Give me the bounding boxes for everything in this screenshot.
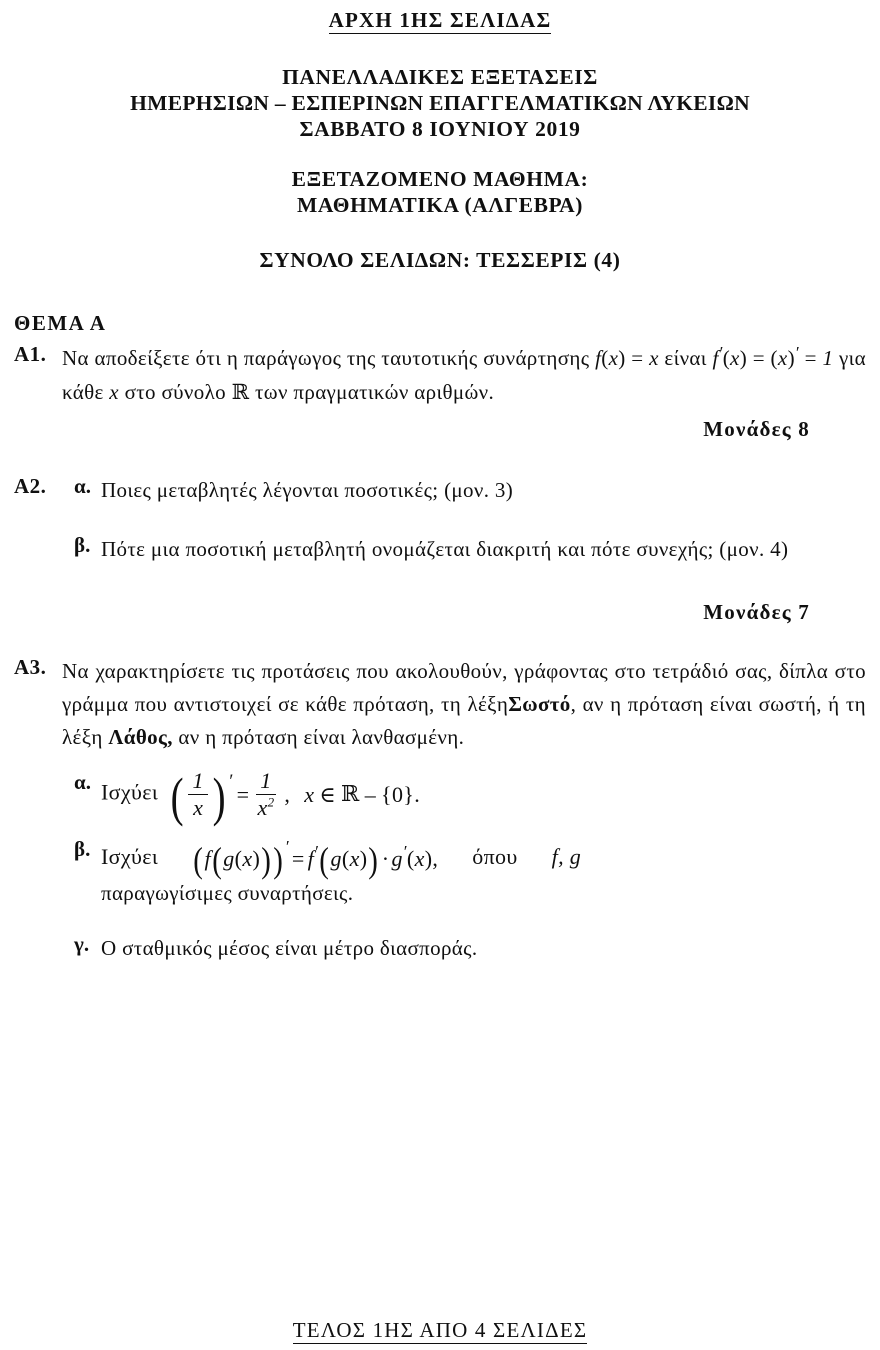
a1-text-part1: Να αποδείξετε ότι η παράγωγος της ταυτοτικής συνάρτησης: [62, 346, 590, 370]
a3-item-b-continuation: παραγωγίσιμες συναρτήσεις.: [101, 880, 354, 905]
a1-text-part4: στο σύνολο: [124, 380, 226, 404]
question-a2-item-b: [74, 533, 866, 566]
period-mark: .: [414, 781, 421, 807]
question-a1-text: [62, 342, 866, 409]
a1-text-part3: για κάθε: [62, 346, 866, 404]
page-end-label: ΤΕΛΟΣ 1ΗΣ ΑΠΟ 4 ΣΕΛΙΔΕΣ: [292, 1318, 588, 1342]
title-line-subject-name: ΜΑΘΗΜΑΤΙΚΑ (ΑΛΓΕΒΡΑ): [296, 193, 583, 217]
a3-intro-part3: αν η πρόταση είναι λανθασμένη.: [178, 725, 465, 749]
a3-item-b-where: όπου: [472, 844, 518, 869]
comma-separator: ,: [284, 781, 291, 807]
question-a3-item-b-body: [101, 837, 866, 910]
a1-symbol-reals: ℝ: [231, 380, 250, 404]
fraction-one-over-x-squared: $\frac{1}{x^2}$: [257, 768, 275, 820]
minus-sign: –: [364, 781, 377, 807]
question-a2-item-a-label: α.: [74, 474, 91, 498]
question-a3-intro: [62, 655, 866, 754]
a3-item-b-formula-row: [101, 837, 866, 879]
reals-symbol: ℝ: [341, 781, 360, 807]
question-a3-item-b: [74, 837, 866, 910]
a1-text-part5: των πραγματικών αριθμών.: [255, 380, 495, 404]
element-of-icon: ∈: [319, 781, 337, 807]
a3-intro-part2: , αν η πρόταση είναι σωστή, ή τη λέξη: [62, 692, 866, 749]
question-a3-label: Α3.: [14, 655, 47, 679]
question-a2: [14, 474, 866, 625]
a1-variable-x: x: [109, 380, 119, 404]
question-a3-item-b-label: β.: [74, 837, 91, 861]
question-a2-item-b-label: β.: [74, 533, 91, 557]
question-a3-item-c-label: γ.: [74, 931, 90, 956]
question-a1-marks: Μονάδες 8: [703, 417, 810, 441]
prime-symbol: ′: [228, 770, 233, 792]
a3-item-b-formula-chain-rule: ( f ( g ( x ) ) ) ′ = f ′ ( g ( x ) ) · g ′ ( x ),: [193, 836, 439, 880]
page-start-banner: [14, 0, 866, 33]
title-line-authority: ΠΑΝΕΛΛΑΔΙΚΕΣ ΕΞΕΤΑΣΕΙΣ: [282, 65, 598, 89]
a1-formula-derivative: f′(x) = (x)′ = 1: [712, 343, 834, 370]
a3-item-b-lead: Ισχύει: [101, 844, 159, 869]
question-a2-item-a: [74, 474, 866, 507]
a3-keyword-wrong: Λάθος,: [108, 725, 173, 749]
question-a3-item-a-body: [101, 766, 866, 827]
question-a3: [14, 655, 866, 965]
title-line-date: ΣΑΒΒΑΤΟ 8 ΙΟΥΝΙΟΥ 2019: [299, 117, 581, 141]
a1-formula-identity: f(x) = x: [595, 346, 659, 370]
a3-keyword-correct: Σωστό: [508, 692, 571, 716]
title-line-subject-label: ΕΞΕΤΑΖΟΜΕΝΟ ΜΑΘΗΜΑ:: [291, 167, 589, 191]
domain-variable: x: [304, 781, 315, 807]
page-end-banner: [0, 1318, 880, 1343]
question-a1: [14, 342, 866, 442]
question-a3-item-c: [74, 932, 866, 965]
question-a3-item-c-text: Ο σταθμικός μέσος είναι μέτρο διασποράς.: [101, 935, 478, 960]
question-a1-label: Α1.: [14, 342, 47, 366]
question-a3-item-a-label: α.: [74, 770, 91, 794]
title-line-school-types: ΗΜΕΡΗΣΙΩΝ – ΕΣΠΕΡΙΝΩΝ ΕΠΑΓΓΕΛΜΑΤΙΚΩΝ ΛΥΚΕΙΩΝ: [130, 91, 750, 115]
page-start-label: ΑΡΧΗ 1ΗΣ ΣΕΛΙΔΑΣ: [328, 8, 552, 32]
a3-item-a-formula: ( $\frac{1}{x}$ ) ′ = $\frac{1}{x^2}$ , x ∈ ℝ – {0} .: [168, 770, 420, 819]
excluded-set: {0}: [381, 781, 415, 807]
question-a3-item-a: [74, 766, 866, 827]
fraction-one-over-x: $\frac{1}{x}$: [188, 770, 207, 819]
question-a2-item-a-text: Ποιες μεταβλητές λέγονται ποσοτικές; (μον. 3): [101, 478, 514, 502]
multiplication-dot: ·: [381, 845, 390, 871]
a3-intro-part1: Να χαρακτηρίσετε τις προτάσεις που ακολουθούν, γράφοντας στο τετράδιό σας, δίπλα στο γράμμα που αντιστοιχεί σε κάθε πρόταση, τη λέξη: [62, 659, 866, 716]
exam-title-block: [14, 64, 866, 273]
a1-text-part2: είναι: [664, 346, 707, 370]
a3-item-b-functions: f, g: [551, 844, 582, 869]
question-a2-item-b-text: Πότε μια ποσοτική μεταβλητή ονομάζεται διακριτή και πότε συνεχής; (μον. 4): [101, 537, 789, 561]
question-a2-marks: Μονάδες 7: [703, 600, 810, 624]
section-heading-theme-a: ΘΕΜΑ Α: [14, 311, 107, 335]
question-a2-label: Α2.: [14, 474, 47, 498]
a3-item-a-lead: Ισχύει: [101, 779, 159, 805]
equals-sign: =: [236, 781, 250, 807]
title-line-page-count: ΣΥΝΟΛΟ ΣΕΛΙΔΩΝ: ΤΕΣΣΕΡΙΣ (4): [259, 248, 621, 272]
